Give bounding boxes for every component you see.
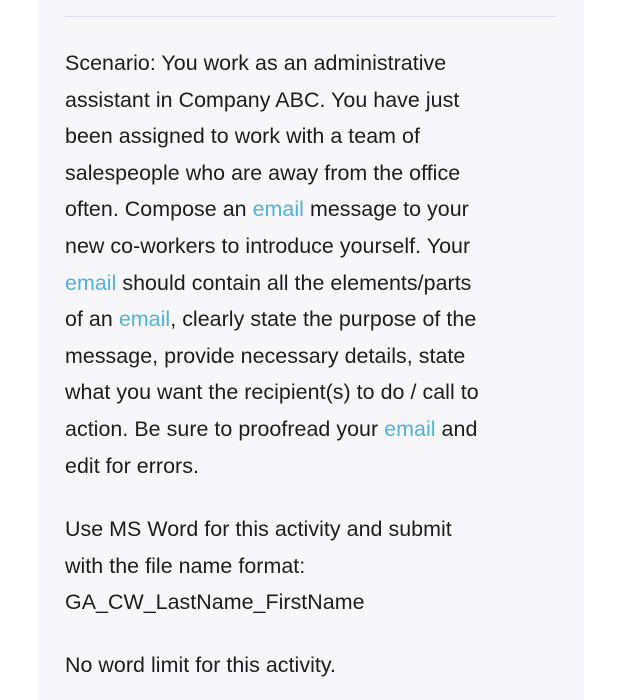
scenario-line <box>65 374 565 411</box>
scenario-text: , clearly state the purpose of the <box>170 307 477 332</box>
scenario-text: often. Compose an <box>65 197 253 222</box>
email-link[interactable]: email <box>252 197 304 222</box>
scenario-text: action. Be sure to proofread your <box>65 416 385 441</box>
scenario-text: of an <box>65 307 119 332</box>
scenario-paragraph <box>65 45 565 484</box>
scenario-text: assistant in Company ABC. You have just <box>65 87 460 112</box>
assignment-card <box>38 0 584 700</box>
scenario-line <box>65 155 565 192</box>
scenario-text: what you want the recipient(s) to do / call to <box>65 380 479 405</box>
word-limit-note <box>65 647 565 684</box>
scenario-text: should contain all the elements/parts <box>116 270 472 295</box>
scenario-text: message to your <box>303 197 469 222</box>
email-link[interactable]: email <box>118 307 171 332</box>
word-limit-text: No word limit for this activity. <box>65 652 337 677</box>
scenario-line <box>65 338 565 375</box>
top-divider <box>65 16 556 17</box>
scenario-text: edit for errors. <box>65 453 199 478</box>
scenario-text: Scenario: You work as an administrative <box>65 51 447 75</box>
scenario-line <box>65 45 565 82</box>
scenario-line <box>65 448 565 485</box>
scenario-text: message, provide necessary details, state <box>65 343 466 368</box>
scenario-line <box>65 301 565 338</box>
scenario-line <box>65 118 565 155</box>
scenario-text: been assigned to work with a team of <box>65 124 420 149</box>
instructions-paragraph <box>65 511 565 621</box>
assignment-content <box>65 45 565 684</box>
scenario-line <box>65 228 565 265</box>
file-name-format: GA_CW_LastName_FirstName <box>65 590 365 615</box>
scenario-line <box>65 265 565 302</box>
email-link[interactable]: email <box>384 416 436 441</box>
scenario-line <box>65 82 565 119</box>
scenario-text: and <box>435 416 478 441</box>
email-link[interactable]: email <box>65 270 117 295</box>
scenario-text: salespeople who are away from the office <box>65 160 461 185</box>
scenario-text: new co-workers to introduce yourself. Your <box>65 233 471 258</box>
instructions-line: with the file name format: <box>65 553 306 578</box>
scenario-line <box>65 411 565 448</box>
instructions-line: Use MS Word for this activity and submit <box>65 517 452 542</box>
scenario-line <box>65 191 565 228</box>
